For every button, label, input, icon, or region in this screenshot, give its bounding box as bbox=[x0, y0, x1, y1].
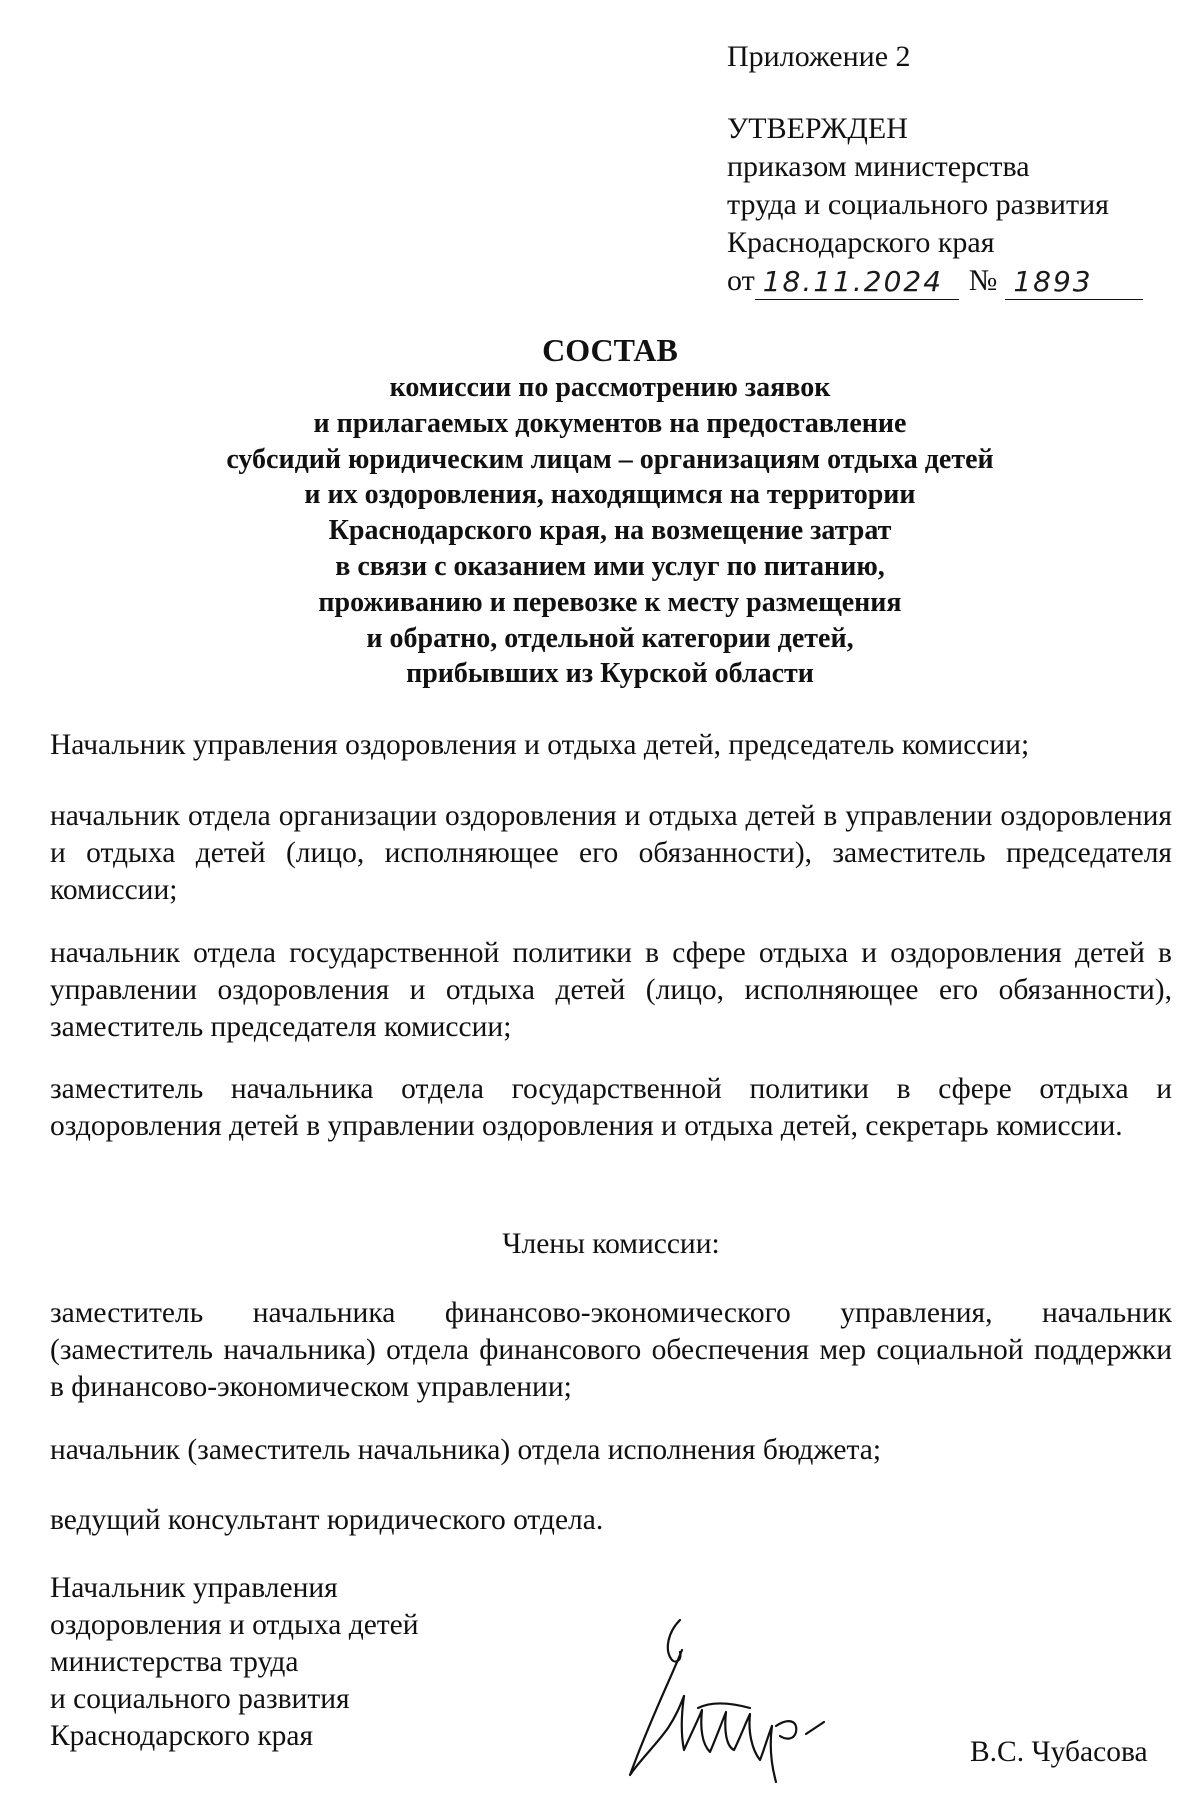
deputy-chairman-paragraph-1: начальник отдела организации оздоровления и отдыха детей в управлении оздоровления и отдыха детей (лицо, исполняющее его обязанности), заместитель председателя комиссии; bbox=[50, 800, 1172, 906]
order-date-line bbox=[727, 262, 1157, 300]
handwritten-signature bbox=[610, 1610, 830, 1790]
approval-block bbox=[727, 38, 1157, 300]
member-paragraph-3: ведущий консультант юридического отдела. bbox=[50, 1504, 604, 1536]
title-line: субсидий юридическим лицам – организациям отдыха детей bbox=[226, 443, 994, 475]
deputy-chairman-paragraph-2: начальник отдела государственной политики в сфере отдыха и оздоровления детей в управлении оздоровления и отдыха детей (лицо, исполняющее его обязанности), заместитель председателя комиссии; bbox=[50, 937, 1172, 1043]
order-number-handwritten: 1893 bbox=[1005, 265, 1143, 300]
title-line: проживанию и перевозке к месту размещения bbox=[318, 586, 902, 618]
appendix-label: Приложение 2 bbox=[727, 40, 911, 73]
members-heading: Члены комиссии: bbox=[502, 1228, 720, 1260]
signatory-title-line: Начальник управления bbox=[50, 1572, 338, 1604]
member-paragraph-1: заместитель начальника финансово-экономического управления, начальник (заместитель начальника) отдела финансового обеспечения мер социальной поддержки в финансово-экономическом управлении; bbox=[50, 1297, 1172, 1403]
approved-label: УТВЕРЖДЕН bbox=[727, 112, 908, 145]
title-line: и их оздоровления, находящимся на территории bbox=[304, 479, 916, 511]
secretary-paragraph: заместитель начальника отдела государственной политики в сфере отдыха и оздоровления детей в управлении оздоровления и отдыха детей, секретарь комиссии. bbox=[50, 1073, 1172, 1142]
document-title: СОСТАВ bbox=[542, 332, 678, 368]
title-line: прибывших из Курской области bbox=[406, 658, 814, 690]
signatory-title-line: и социального развития bbox=[50, 1683, 350, 1715]
title-line: Краснодарского края, на возмещение затрат bbox=[328, 515, 892, 547]
title-line: комиссии по рассмотрению заявок bbox=[389, 372, 831, 403]
signatory-name: В.С. Чубасова bbox=[970, 1736, 1148, 1768]
order-date-handwritten: 18.11.2024 bbox=[755, 265, 959, 300]
number-prefix: № bbox=[968, 264, 998, 297]
signatory-title bbox=[50, 1570, 570, 1755]
title-line: и прилагаемых документов на предоставление bbox=[313, 407, 907, 439]
title-line: и обратно, отдельной категории детей, bbox=[366, 622, 854, 654]
date-prefix: от bbox=[727, 264, 755, 297]
signatory-title-line: Краснодарского края bbox=[50, 1720, 314, 1752]
chairman-paragraph: Начальник управления оздоровления и отдыха детей, председатель комиссии; bbox=[50, 729, 1030, 761]
approval-line-3: Краснодарского края bbox=[727, 226, 995, 259]
approval-line-1: приказом министерства bbox=[727, 150, 1030, 183]
signatory-title-line: министерства труда bbox=[50, 1646, 299, 1678]
signatory-title-line: оздоровления и отдыха детей bbox=[50, 1609, 419, 1641]
member-paragraph-2: начальник (заместитель начальника) отдела исполнения бюджета; bbox=[50, 1434, 882, 1466]
title-line: в связи с оказанием ими услуг по питанию, bbox=[335, 550, 885, 582]
approval-line-2: труда и социального развития bbox=[727, 188, 1109, 221]
document-title-block bbox=[40, 330, 1180, 692]
